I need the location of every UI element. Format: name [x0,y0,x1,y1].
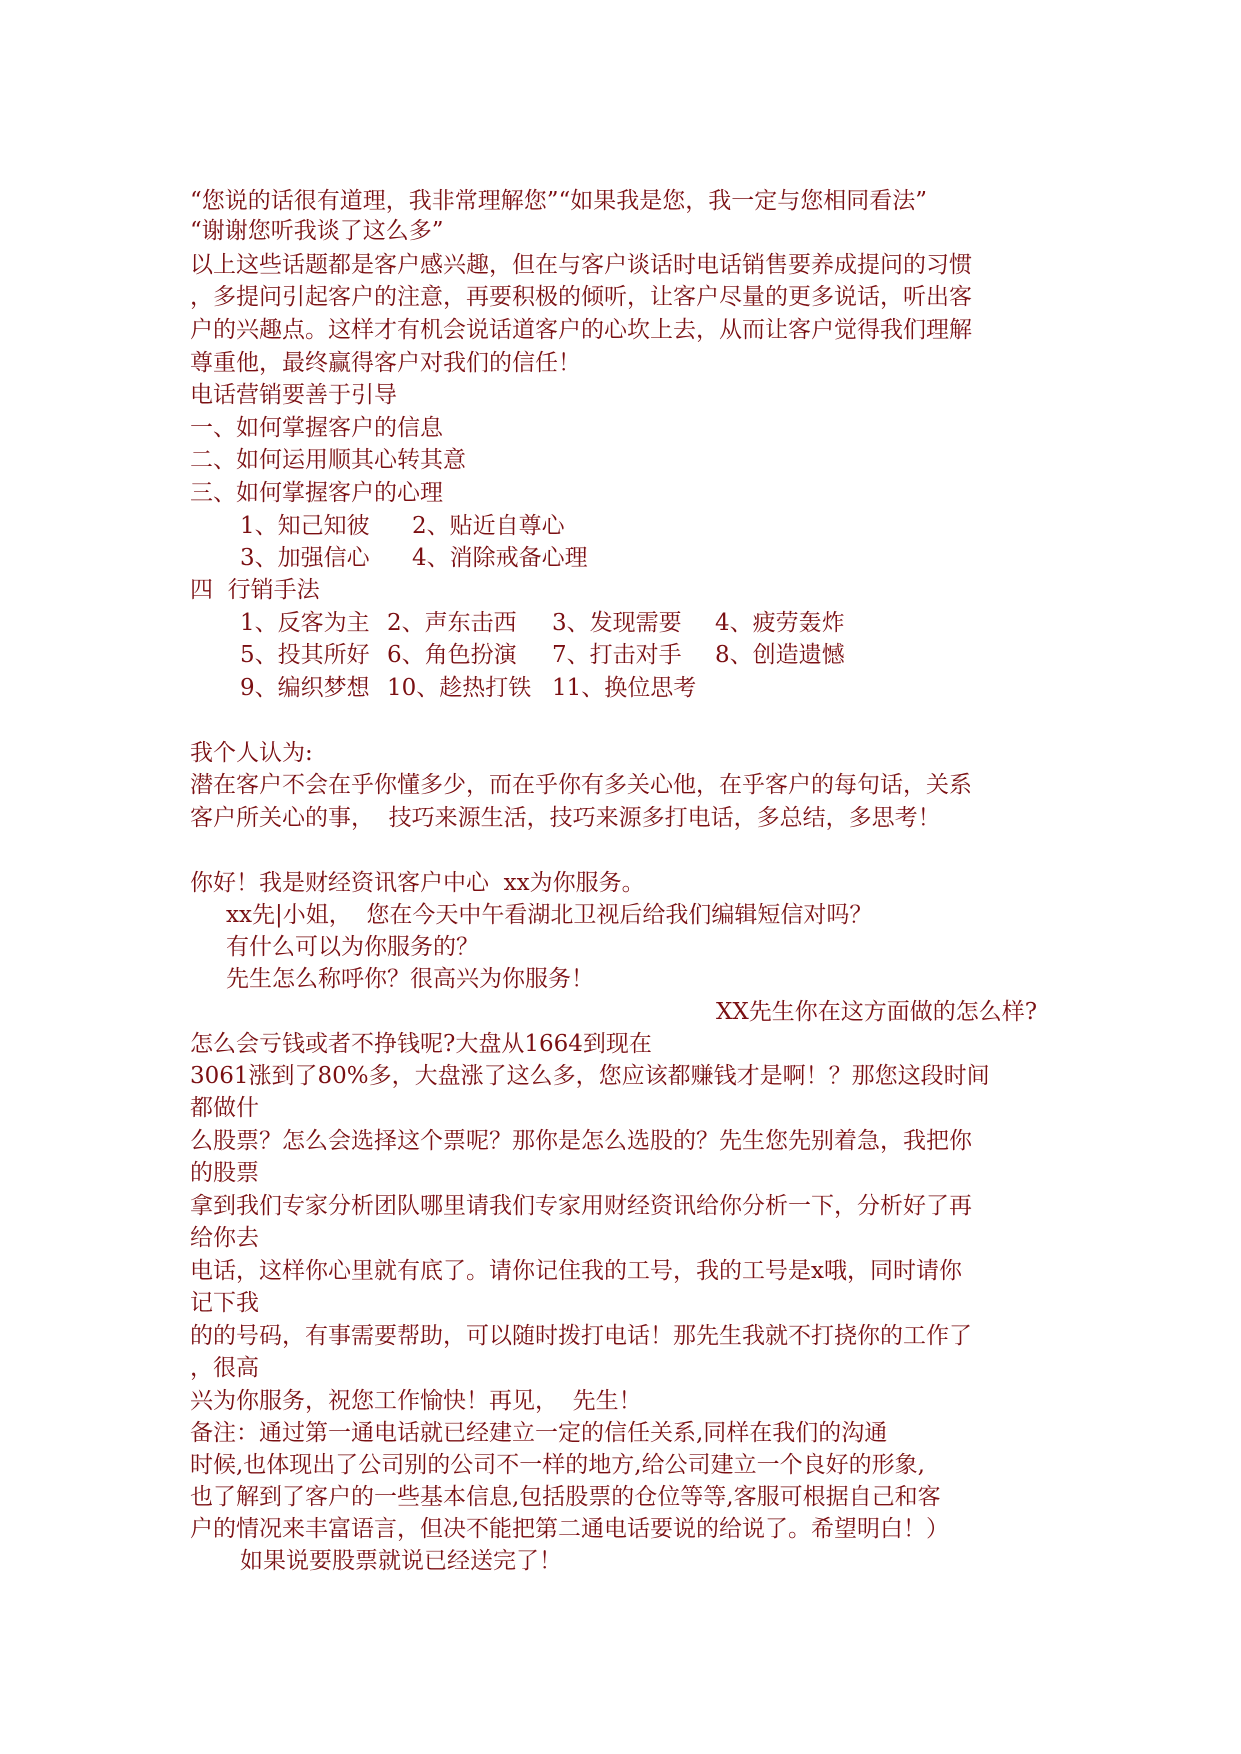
section-heading: 我个人认为: [190,740,313,766]
list-item: 10、趁热打铁 [387,675,532,701]
list-item: 11、换位思考 [552,675,697,701]
quote-line-2: “谢谢您听我谈了这么多” [190,218,444,244]
section-heading: 四 行销手法 [190,577,320,603]
section-heading: 电话营销要善于引导 [190,382,397,408]
script-line: 的股票 [190,1160,259,1186]
script-line: 先生怎么称呼你？很高兴为你服务！ [226,966,594,992]
script-line: 有什么可以为你服务的？ [226,934,479,960]
list-item: 4、疲劳轰炸 [715,610,845,636]
list-item: 8、创造遗憾 [715,642,845,668]
script-line: 怎么会亏钱或者不挣钱呢?大盘从1664到现在 [190,1031,652,1057]
note-line: 也了解到了客户的一些基本信息,包括股票的仓位等等,客服可根据自己和客 [190,1484,941,1510]
note-line: 如果说要股票就说已经送完了！ [240,1548,562,1574]
script-line: xx先|小姐， 您在今天中午看湖北卫视后给我们编辑短信对吗？ [226,902,873,928]
script-line: ，很高 [190,1355,259,1381]
script-line: 给你去 [190,1225,259,1251]
list-item: 9、编织梦想 [240,675,370,701]
script-line: 都做什 [190,1095,259,1121]
paragraph-line: 尊重他，最终赢得客户对我们的信任！ [190,350,581,376]
script-line: 的的号码，有事需要帮助，可以随时拨打电话！那先生我就不打挠你的工作了 [190,1323,972,1349]
list-item: 7、打击对手 [552,642,682,668]
paragraph-line: 潜在客户不会在乎你懂多少，而在乎你有多关心他，在乎客户的每句话，关系 [190,772,972,798]
list-item: 1、知己知彼 [240,513,370,539]
script-line: 兴为你服务，祝您工作愉快！再见， 先生！ [190,1388,642,1414]
list-item: 2、声东击西 [387,610,517,636]
note-line: 户的情况来丰富语言，但决不能把第二通电话要说的给说了。希望明白！） [190,1516,949,1542]
script-line: 么股票？怎么会选择这个票呢？那你是怎么选股的？先生您先别着急，我把你 [190,1128,972,1154]
paragraph-line: 客户所关心的事， 技巧来源生活，技巧来源多打电话，多总结，多思考！ [190,805,941,831]
paragraph-line: 以上这些话题都是客户感兴趣，但在与客户谈话时电话销售要养成提问的习惯 [190,252,972,278]
list-item: 6、角色扮演 [387,642,517,668]
script-line: 3061涨到了80%多，大盘涨了这么多，您应该都赚钱才是啊！？那您这段时间 [190,1063,990,1089]
list-item: 3、发现需要 [552,610,682,636]
list-item: 5、投其所好 [240,642,370,668]
note-line: 备注：通过第一通电话就已经建立一定的信任关系,同样在我们的沟通 [190,1420,888,1446]
list-item: 三、如何掌握客户的心理 [190,480,443,506]
list-item: 2、贴近自尊心 [412,513,565,539]
list-item: 1、反客为主 [240,610,370,636]
list-item: 4、消除戒备心理 [412,545,588,571]
quote-line-1: “您说的话很有道理，我非常理解您”“如果我是您，我一定与您相同看法” [190,188,928,214]
script-line: 你好！我是财经资讯客户中心 xx为你服务。 [190,870,645,896]
note-line: 时候,也体现出了公司别的公司不一样的地方,给公司建立一个良好的形象, [190,1452,925,1478]
script-line: XX先生你在这方面做的怎么样? [716,999,1038,1025]
script-line: 记下我 [190,1290,259,1316]
list-item: 3、加强信心 [240,545,370,571]
paragraph-line: 户的兴趣点。这样才有机会说话道客户的心坎上去，从而让客户觉得我们理解 [190,317,972,343]
script-line: 电话，这样你心里就有底了。请你记住我的工号，我的工号是x哦，同时请你 [190,1258,962,1284]
paragraph-line: ，多提问引起客户的注意，再要积极的倾听，让客户尽量的更多说话，听出客 [190,284,972,310]
script-line: 拿到我们专家分析团队哪里请我们专家用财经资讯给你分析一下，分析好了再 [190,1193,972,1219]
list-item: 二、如何运用顺其心转其意 [190,447,466,473]
list-item: 一、如何掌握客户的信息 [190,415,443,441]
